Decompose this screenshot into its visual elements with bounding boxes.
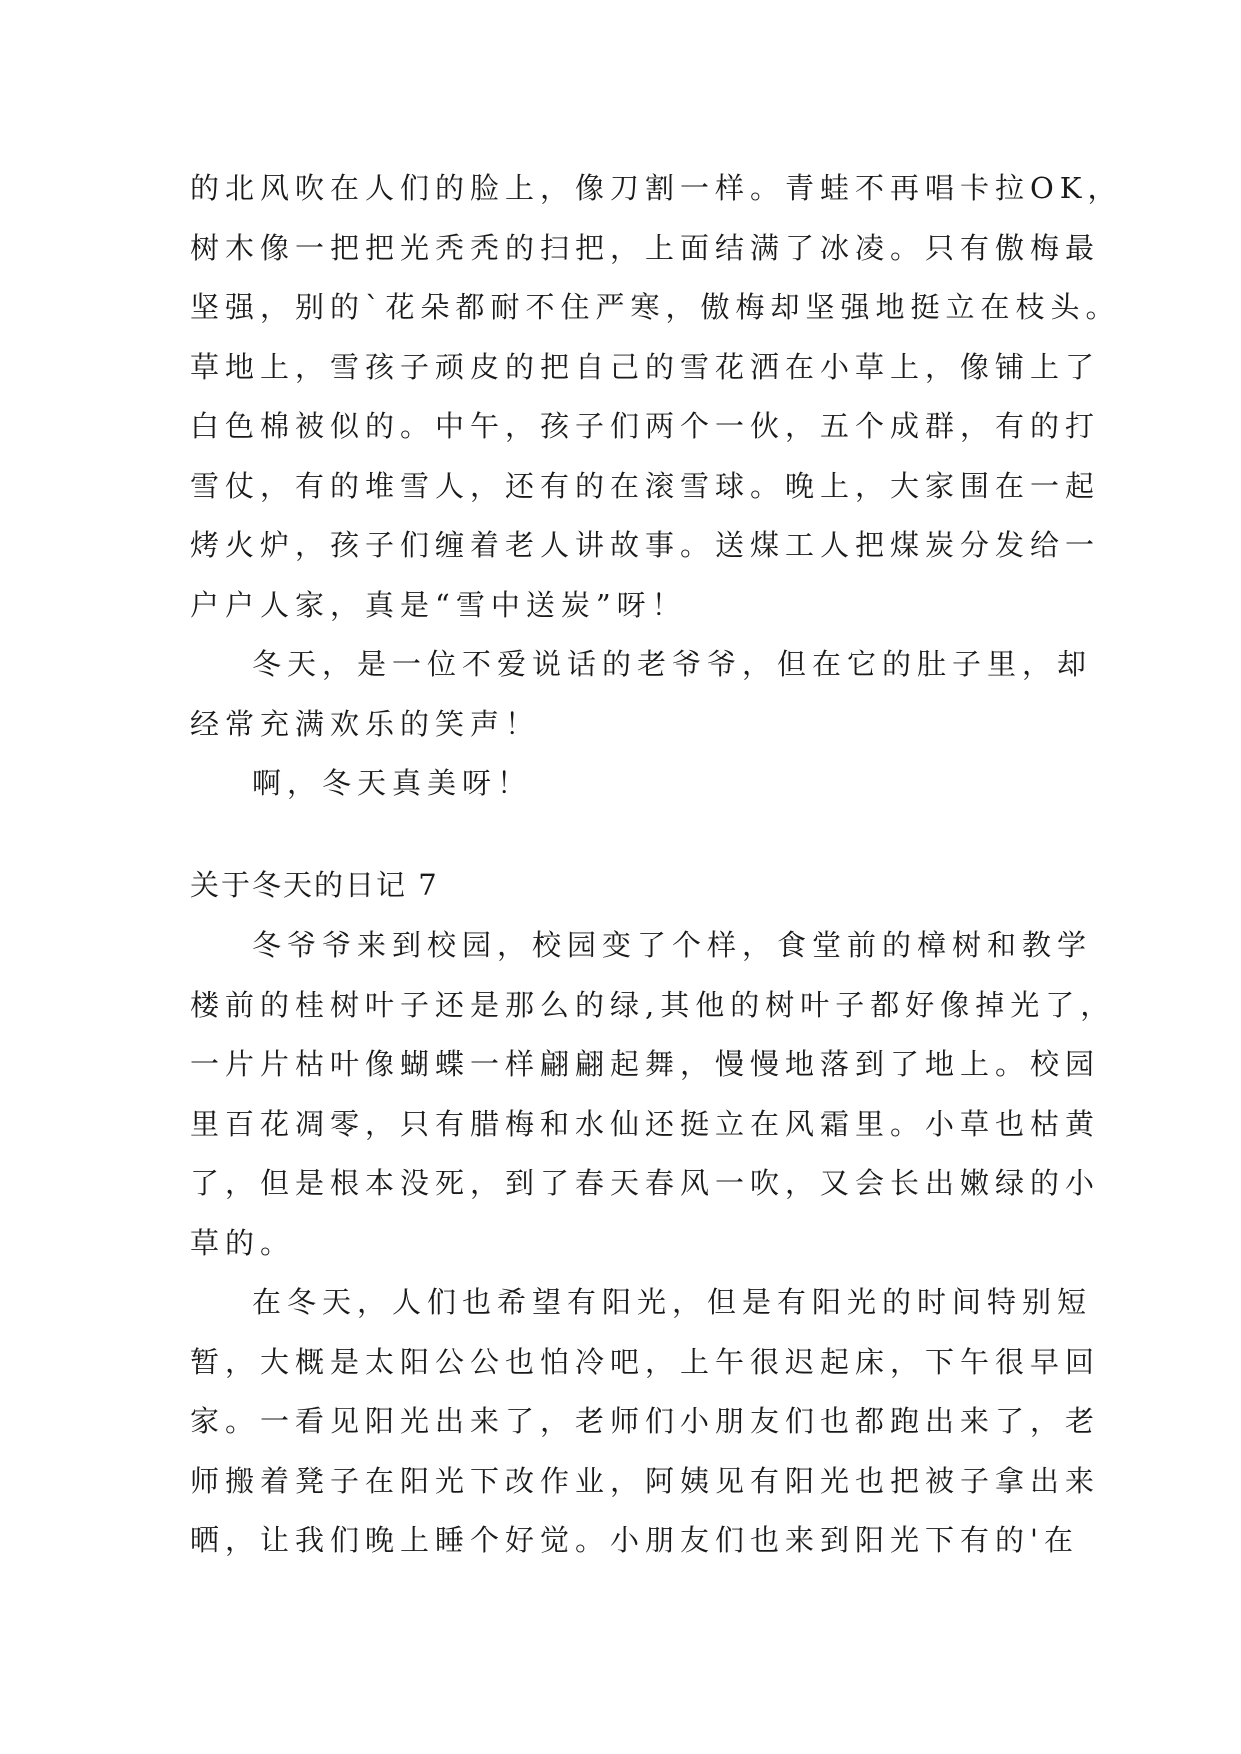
text-line: 在冬天，人们也希望有阳光，但是有阳光的时间特别短 xyxy=(252,1285,1093,1319)
text-line: 了，但是根本没死，到了春天春风一吹，又会长出嫩绿的小 xyxy=(190,1166,1101,1200)
text-line: 坚强，别的`花朵都耐不住严寒，傲梅却坚强地挺立在枝头。 xyxy=(190,290,1121,324)
text-line: 晒，让我们晚上睡个好觉。小朋友们也来到阳光下有的'在 xyxy=(190,1523,1079,1557)
text-line: 草地上，雪孩子顽皮的把自己的雪花洒在小草上，像铺上了 xyxy=(190,350,1101,384)
text-line: 户户人家，真是“雪中送炭”呀！ xyxy=(190,588,687,622)
text-line: 一片片枯叶像蝴蝶一样翩翩起舞，慢慢地落到了地上。校园 xyxy=(190,1047,1101,1081)
text-line: 师搬着凳子在阳光下改作业，阿姨见有阳光也把被子拿出来 xyxy=(190,1464,1101,1498)
text-line: 经常充满欢乐的笑声！ xyxy=(190,707,541,741)
text-line: 冬天，是一位不爱说话的老爷爷，但在它的肚子里，却 xyxy=(252,647,1093,681)
text-line: 啊，冬天真美呀！ xyxy=(252,766,533,800)
text-line: 楼前的桂树叶子还是那么的绿,其他的树叶子都好像掉光了， xyxy=(190,988,1116,1022)
text-line: 树木像一把把光秃秃的扫把，上面结满了冰凌。只有傲梅最 xyxy=(190,231,1101,265)
text-line: 暂，大概是太阳公公也怕冷吧，上午很迟起床，下午很早回 xyxy=(190,1345,1101,1379)
text-line: 的北风吹在人们的脸上，像刀割一样。青蛙不再唱卡拉OK， xyxy=(190,171,1123,205)
text-line: 里百花凋零，只有腊梅和水仙还挺立在风霜里。小草也枯黄 xyxy=(190,1107,1101,1141)
text-line: 白色棉被似的。中午，孩子们两个一伙，五个成群，有的打 xyxy=(190,409,1101,443)
text-line: 冬爷爷来到校园，校园变了个样，食堂前的樟树和教学 xyxy=(252,928,1093,962)
text-line: 雪仗，有的堆雪人，还有的在滚雪球。晚上，大家围在一起 xyxy=(190,469,1101,503)
text-line: 草的。 xyxy=(190,1226,296,1260)
text-line: 家。一看见阳光出来了，老师们小朋友们也都跑出来了，老 xyxy=(190,1404,1101,1438)
text-line: 烤火炉，孩子们缠着老人讲故事。送煤工人把煤炭分发给一 xyxy=(190,528,1101,562)
section-title: 关于冬天的日记 7 xyxy=(190,868,439,902)
